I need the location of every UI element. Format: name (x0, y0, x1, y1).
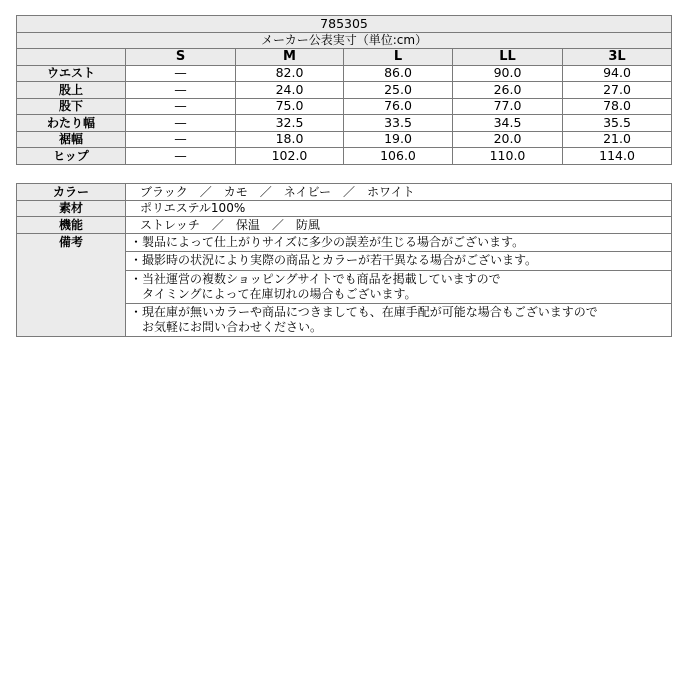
remark-item (126, 270, 672, 303)
material-row (17, 200, 672, 217)
color-value: ブラック ／ カモ ／ ネイビー ／ ホワイト (126, 184, 672, 201)
remark-item (126, 303, 672, 336)
color-label: カラー (17, 184, 126, 201)
remark-line: タイミングによって在庫切れの場合もございます。 (130, 286, 417, 301)
remark-line: ・製品によって仕上がりサイズに多少の誤差が生じる場合がございます。 (130, 234, 525, 249)
size-header: M (236, 49, 344, 66)
table-cell: — (126, 82, 236, 99)
remark-line: お気軽にお問い合わせください。 (130, 319, 323, 334)
row-label: わたり幅 (17, 115, 126, 132)
size-header: S (126, 49, 236, 66)
table-cell: — (126, 115, 236, 132)
table-cell: 19.0 (344, 131, 453, 148)
remark-line: ・当社運営の複数ショッピングサイトでも商品を掲載していますので (130, 271, 501, 286)
remark-line: ・現在庫が無いカラーや商品につきましても、在庫手配が可能な場合もございますので (130, 304, 598, 319)
size-table (16, 15, 672, 165)
table-cell: 114.0 (563, 148, 672, 165)
table-cell: 35.5 (563, 115, 672, 132)
remark-line: ・撮影時の状況により実際の商品とカラーが若干異なる場合がございます。 (130, 253, 538, 267)
remark-item (126, 252, 672, 271)
remarks-row (17, 233, 672, 252)
table-cell: — (126, 131, 236, 148)
product-info-table (16, 183, 672, 337)
table-cell: 27.0 (563, 82, 672, 99)
table-row (17, 65, 672, 82)
function-label: 機能 (17, 217, 126, 234)
table-cell: 86.0 (344, 65, 453, 82)
table-cell: 82.0 (236, 65, 344, 82)
table-row (17, 148, 672, 165)
table-cell: 76.0 (344, 98, 453, 115)
table-cell: 90.0 (453, 65, 563, 82)
table-cell: 106.0 (344, 148, 453, 165)
table-row (17, 131, 672, 148)
table-cell: 24.0 (236, 82, 344, 99)
table-cell: 25.0 (344, 82, 453, 99)
table-cell: 34.5 (453, 115, 563, 132)
remark-item (126, 233, 672, 252)
row-label: 裾幅 (17, 131, 126, 148)
material-value: ポリエステル100% (126, 200, 672, 217)
table-row (17, 115, 672, 132)
header-corner (17, 49, 126, 66)
table-cell: — (126, 98, 236, 115)
size-header: LL (453, 49, 563, 66)
size-header: L (344, 49, 453, 66)
table-cell: — (126, 148, 236, 165)
function-value: ストレッチ ／ 保温 ／ 防風 (126, 217, 672, 234)
table-cell: 26.0 (453, 82, 563, 99)
row-label: 股上 (17, 82, 126, 99)
table-cell: 32.5 (236, 115, 344, 132)
row-label: ヒップ (17, 148, 126, 165)
table-cell: — (126, 65, 236, 82)
size-table-subtitle: メーカー公表実寸（単位:cm） (17, 32, 672, 49)
table-cell: 77.0 (453, 98, 563, 115)
row-label: 股下 (17, 98, 126, 115)
table-cell: 94.0 (563, 65, 672, 82)
function-row (17, 217, 672, 234)
table-cell: 33.5 (344, 115, 453, 132)
table-cell: 20.0 (453, 131, 563, 148)
size-header: 3L (563, 49, 672, 66)
product-code: 785305 (17, 16, 672, 33)
table-row (17, 82, 672, 99)
table-cell: 102.0 (236, 148, 344, 165)
material-label: 素材 (17, 200, 126, 217)
row-label: ウエスト (17, 65, 126, 82)
remarks-label: 備考 (17, 233, 126, 336)
table-cell: 75.0 (236, 98, 344, 115)
table-cell: 21.0 (563, 131, 672, 148)
table-cell: 110.0 (453, 148, 563, 165)
table-cell: 78.0 (563, 98, 672, 115)
table-row (17, 98, 672, 115)
table-cell: 18.0 (236, 131, 344, 148)
color-row (17, 184, 672, 201)
